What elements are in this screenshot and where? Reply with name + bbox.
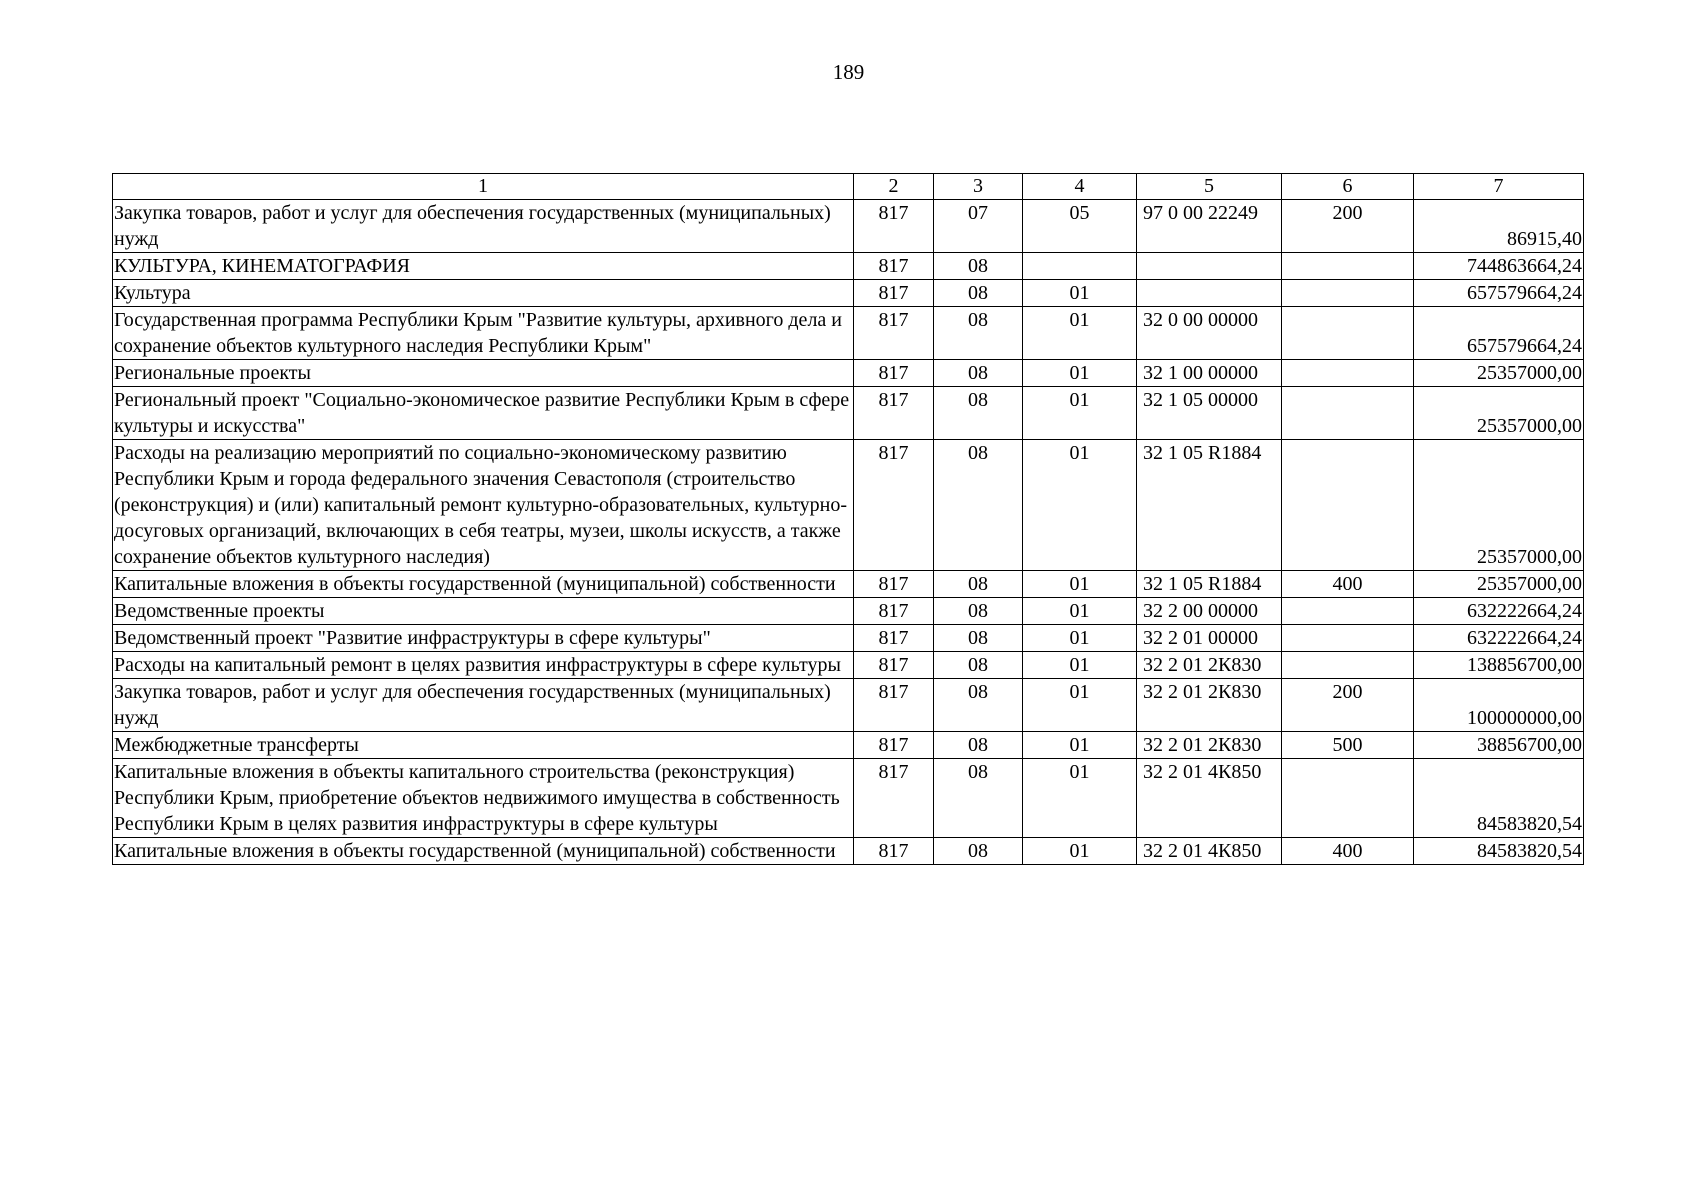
table-row (113, 679, 1584, 732)
row-amount: 744863664,24 (1414, 253, 1584, 280)
row-col-5: 97 0 00 22249 (1137, 200, 1282, 253)
table-row (113, 280, 1584, 307)
row-description: КУЛЬТУРА, КИНЕМАТОГРАФИЯ (113, 253, 854, 280)
row-col-2: 817 (854, 200, 934, 253)
row-col-4: 01 (1023, 598, 1137, 625)
column-header-3: 3 (934, 174, 1023, 200)
row-amount: 657579664,24 (1414, 307, 1584, 360)
row-amount: 138856700,00 (1414, 652, 1584, 679)
row-description: Ведомственный проект "Развитие инфраструктуры в сфере культуры" (113, 625, 854, 652)
row-col-5: 32 2 00 00000 (1137, 598, 1282, 625)
table-row (113, 440, 1584, 571)
row-amount: 25357000,00 (1414, 440, 1584, 571)
table-row (113, 732, 1584, 759)
row-description: Закупка товаров, работ и услуг для обеспечения государственных (муниципальных) нужд (113, 679, 854, 732)
row-col-6: 400 (1282, 838, 1414, 865)
row-description: Региональный проект "Социально-экономическое развитие Республики Крым в сфере культуры и искусства" (113, 387, 854, 440)
row-col-5: 32 2 01 2К830 (1137, 652, 1282, 679)
row-col-2: 817 (854, 360, 934, 387)
row-col-2: 817 (854, 440, 934, 571)
row-col-2: 817 (854, 679, 934, 732)
row-col-4: 01 (1023, 652, 1137, 679)
row-col-5 (1137, 253, 1282, 280)
row-col-2: 817 (854, 759, 934, 838)
row-col-3: 08 (934, 759, 1023, 838)
row-amount: 86915,40 (1414, 200, 1584, 253)
row-description: Расходы на реализацию мероприятий по социально-экономическому развитию Республики Крым и города федерального значения Севастополя (строительство (реконструкция) и (или) капитальный ремонт культурно-образовательных, культурно-досуговых организаций, включающих в себя театры, музеи, школы искусств, а также сохранение объектов культурного наследия) (113, 440, 854, 571)
row-description: Ведомственные проекты (113, 598, 854, 625)
row-amount: 25357000,00 (1414, 387, 1584, 440)
table-row (113, 360, 1584, 387)
table-row (113, 759, 1584, 838)
row-col-3: 08 (934, 732, 1023, 759)
row-description: Закупка товаров, работ и услуг для обеспечения государственных (муниципальных) нужд (113, 200, 854, 253)
row-col-3: 08 (934, 571, 1023, 598)
row-col-2: 817 (854, 571, 934, 598)
row-col-6 (1282, 625, 1414, 652)
table-row (113, 625, 1584, 652)
column-header-6: 6 (1282, 174, 1414, 200)
row-col-6 (1282, 759, 1414, 838)
row-amount: 632222664,24 (1414, 598, 1584, 625)
row-col-3: 08 (934, 253, 1023, 280)
row-col-6 (1282, 440, 1414, 571)
column-header-2: 2 (854, 174, 934, 200)
row-col-6 (1282, 652, 1414, 679)
row-description: Расходы на капитальный ремонт в целях развития инфраструктуры в сфере культуры (113, 652, 854, 679)
row-col-3: 08 (934, 625, 1023, 652)
row-col-5: 32 1 05 R1884 (1137, 440, 1282, 571)
row-col-5: 32 2 01 4К850 (1137, 838, 1282, 865)
row-col-5: 32 2 01 2К830 (1137, 732, 1282, 759)
row-description: Капитальные вложения в объекты капитального строительства (реконструкция) Республики Крым, приобретение объектов недвижимого имущества в собственность Республики Крым в целях развития инфраструктуры в сфере культуры (113, 759, 854, 838)
row-col-6: 200 (1282, 200, 1414, 253)
row-amount: 100000000,00 (1414, 679, 1584, 732)
row-col-2: 817 (854, 280, 934, 307)
row-col-2: 817 (854, 598, 934, 625)
row-description: Межбюджетные трансферты (113, 732, 854, 759)
row-col-4: 01 (1023, 759, 1137, 838)
row-col-5: 32 2 01 4К850 (1137, 759, 1282, 838)
row-col-4: 01 (1023, 571, 1137, 598)
row-col-2: 817 (854, 838, 934, 865)
row-col-4: 01 (1023, 679, 1137, 732)
row-col-2: 817 (854, 652, 934, 679)
table-row (113, 200, 1584, 253)
row-col-3: 08 (934, 307, 1023, 360)
table-row (113, 598, 1584, 625)
row-col-4: 01 (1023, 387, 1137, 440)
row-col-3: 07 (934, 200, 1023, 253)
row-col-5 (1137, 280, 1282, 307)
row-amount: 632222664,24 (1414, 625, 1584, 652)
row-col-4: 01 (1023, 360, 1137, 387)
row-amount: 657579664,24 (1414, 280, 1584, 307)
row-col-4: 01 (1023, 307, 1137, 360)
table-row (113, 571, 1584, 598)
table-row (113, 838, 1584, 865)
row-col-6 (1282, 253, 1414, 280)
row-amount: 84583820,54 (1414, 759, 1584, 838)
row-col-4: 01 (1023, 280, 1137, 307)
row-col-2: 817 (854, 253, 934, 280)
row-col-4: 05 (1023, 200, 1137, 253)
row-description: Капитальные вложения в объекты государственной (муниципальной) собственности (113, 571, 854, 598)
column-header-1: 1 (113, 174, 854, 200)
row-description: Государственная программа Республики Крым "Развитие культуры, архивного дела и сохранение объектов культурного наследия Республики Крым" (113, 307, 854, 360)
row-col-2: 817 (854, 307, 934, 360)
table-row (113, 652, 1584, 679)
row-col-6 (1282, 387, 1414, 440)
row-col-5: 32 1 05 R1884 (1137, 571, 1282, 598)
column-header-4: 4 (1023, 174, 1137, 200)
row-col-3: 08 (934, 652, 1023, 679)
row-col-6 (1282, 280, 1414, 307)
row-amount: 25357000,00 (1414, 360, 1584, 387)
row-col-5: 32 2 01 2К830 (1137, 679, 1282, 732)
row-col-2: 817 (854, 625, 934, 652)
row-col-5: 32 1 05 00000 (1137, 387, 1282, 440)
row-col-4: 01 (1023, 625, 1137, 652)
row-col-4: 01 (1023, 732, 1137, 759)
page-number: 189 (832, 60, 865, 84)
row-description: Капитальные вложения в объекты государственной (муниципальной) собственности (113, 838, 854, 865)
row-col-6: 400 (1282, 571, 1414, 598)
row-col-3: 08 (934, 838, 1023, 865)
column-number-row (113, 174, 1584, 200)
row-col-4: 01 (1023, 440, 1137, 571)
row-col-3: 08 (934, 598, 1023, 625)
row-col-5: 32 2 01 00000 (1137, 625, 1282, 652)
table-row (113, 307, 1584, 360)
row-col-6: 200 (1282, 679, 1414, 732)
row-amount: 38856700,00 (1414, 732, 1584, 759)
row-col-3: 08 (934, 280, 1023, 307)
row-col-4: 01 (1023, 838, 1137, 865)
row-col-3: 08 (934, 440, 1023, 571)
table-row (113, 253, 1584, 280)
row-col-6 (1282, 360, 1414, 387)
column-header-7: 7 (1414, 174, 1584, 200)
row-col-3: 08 (934, 360, 1023, 387)
row-col-4 (1023, 253, 1137, 280)
column-header-5: 5 (1137, 174, 1282, 200)
row-col-5: 32 1 00 00000 (1137, 360, 1282, 387)
row-col-6: 500 (1282, 732, 1414, 759)
row-amount: 84583820,54 (1414, 838, 1584, 865)
row-col-5: 32 0 00 00000 (1137, 307, 1282, 360)
row-col-2: 817 (854, 732, 934, 759)
row-col-6 (1282, 307, 1414, 360)
budget-table (112, 173, 1584, 865)
row-col-3: 08 (934, 679, 1023, 732)
row-description: Культура (113, 280, 854, 307)
row-col-3: 08 (934, 387, 1023, 440)
row-col-6 (1282, 598, 1414, 625)
row-amount: 25357000,00 (1414, 571, 1584, 598)
table-row (113, 387, 1584, 440)
row-description: Региональные проекты (113, 360, 854, 387)
row-col-2: 817 (854, 387, 934, 440)
